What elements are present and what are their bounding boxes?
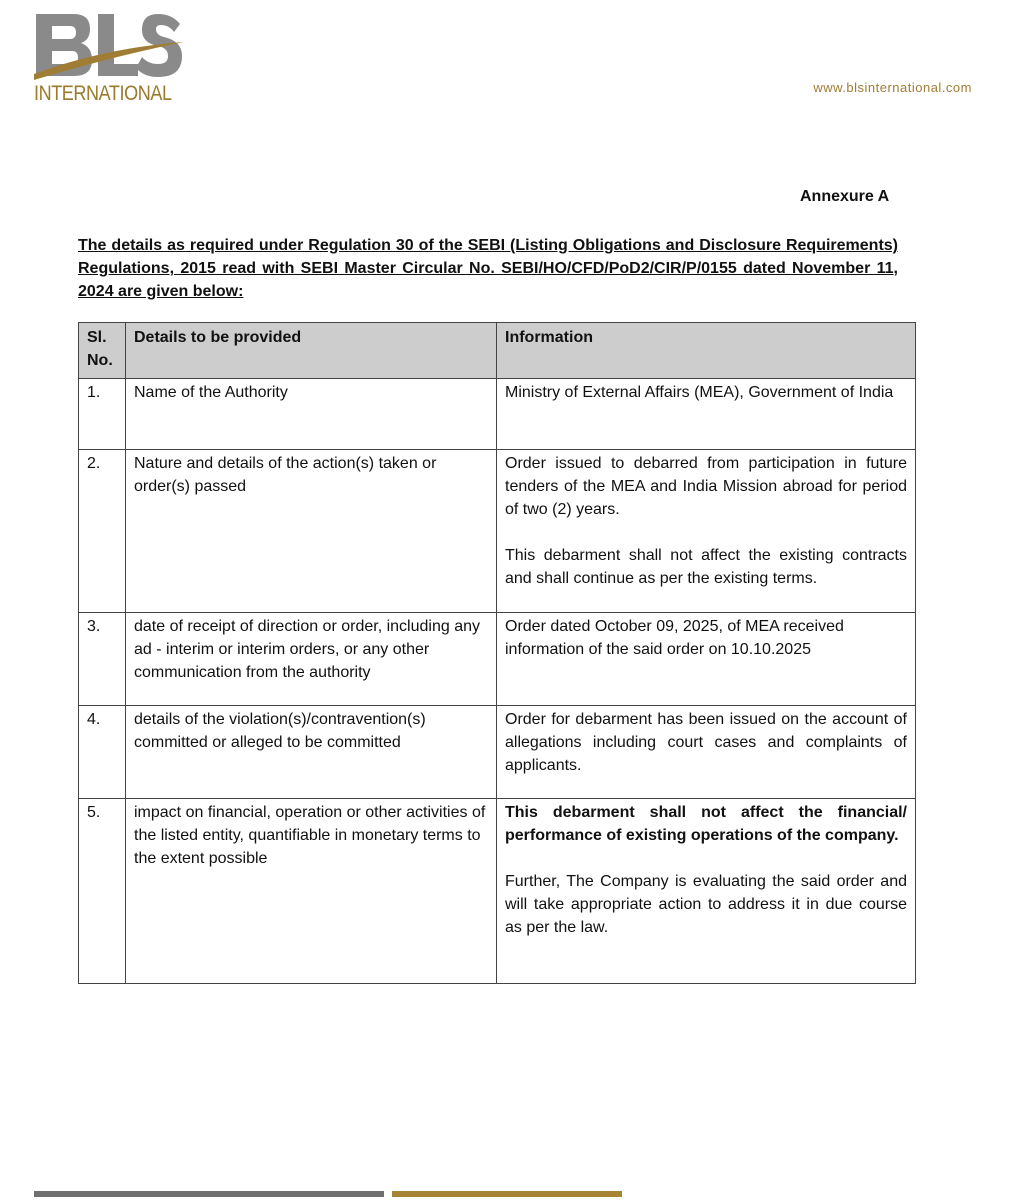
info-paragraph: Ministry of External Affairs (MEA), Government of India [505,384,894,401]
table-row [79,450,916,613]
row-sl: 3. [79,613,126,706]
row-details: date of receipt of direction or order, including any ad - interim or interim orders, or any other communication from the authority [126,613,497,706]
row-information [497,613,916,706]
info-paragraph: Further, The Company is evaluating the said order and will take appropriate action to address it in due course as per the law. [505,873,907,936]
disclosure-table [78,322,916,984]
row-information [497,799,916,984]
row-details: impact on financial, operation or other activities of the listed entity, quantifiable in monetary terms to the extent possible [126,799,497,984]
website-url[interactable]: www.blsinternational.com [813,80,972,95]
table-header-row [79,323,916,379]
info-paragraph: Order for debarment has been issued on the account of allegations including court cases and complaints of applicants. [505,711,907,774]
info-paragraph: This debarment shall not affect the existing contracts and shall continue as per the existing terms. [505,547,907,587]
row-details: details of the violation(s)/contravention(s) committed or alleged to be committed [126,706,497,799]
table-row [79,706,916,799]
header-information: Information [497,323,916,379]
row-sl: 5. [79,799,126,984]
table-row [79,613,916,706]
footer-bar-gold [392,1191,622,1197]
row-sl: 4. [79,706,126,799]
annexure-label: Annexure A [800,188,890,205]
row-sl: 1. [79,379,126,450]
row-details: Name of the Authority [126,379,497,450]
row-sl: 2. [79,450,126,613]
info-paragraph: Order issued to debarred from participation in future tenders of the MEA and India Mission abroad for period of two (2) years. [505,455,907,518]
row-information [497,379,916,450]
row-information [497,450,916,613]
footer-bar-grey [34,1191,384,1197]
table-row [79,379,916,450]
info-paragraph: Order dated October 09, 2025, of MEA received information of the said order on 10.10.2025 [505,618,844,658]
row-details: Nature and details of the action(s) taken or order(s) passed [126,450,497,613]
info-paragraph-bold: This debarment shall not affect the financial/ performance of existing operations of the company. [505,804,907,844]
logo-subtitle: INTERNATIONAL [34,82,172,105]
bls-logo-mark [34,10,184,82]
row-information [497,706,916,799]
table-row [79,799,916,984]
header-sl-no: Sl. No. [79,323,126,379]
header-details: Details to be provided [126,323,497,379]
intro-paragraph: The details as required under Regulation 30 of the SEBI (Listing Obligations and Disclosure Requirements) Regulations, 2015 read with SEBI Master Circular No. SEBI/HO/CFD/PoD2/CIR/P/0155 dated November 11, 2024 are given below: [78,237,898,300]
company-logo [34,10,184,105]
